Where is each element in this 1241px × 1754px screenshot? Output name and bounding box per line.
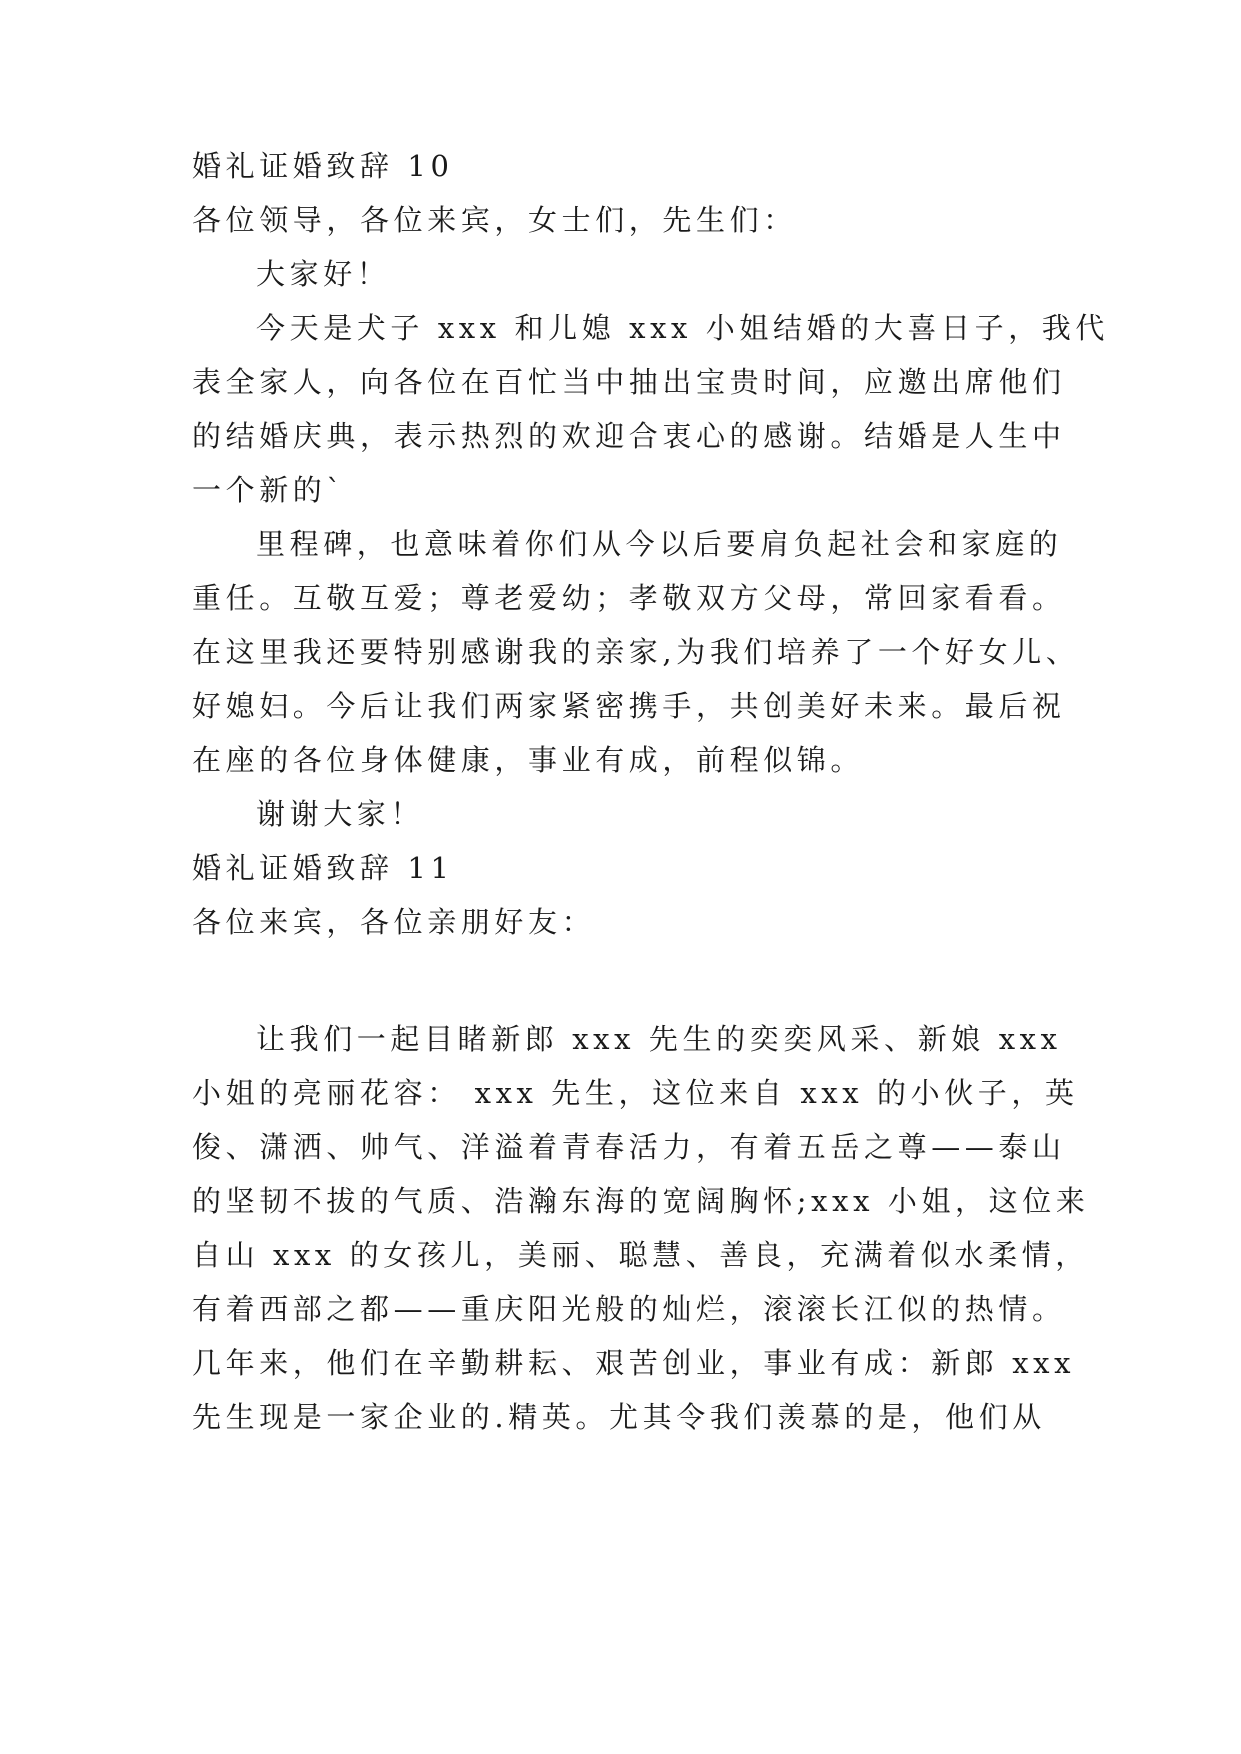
- paragraph-line: 在座的各位身体健康，事业有成，前程似锦。: [192, 743, 865, 777]
- paragraph-line: 表全家人，向各位在百忙当中抽出宝贵时间，应邀出席他们: [192, 365, 1066, 399]
- paragraph-line: 有着西部之都——重庆阳光般的灿烂，滚滚长江似的热情。: [192, 1292, 1066, 1326]
- closing: 谢谢大家！: [256, 797, 425, 831]
- paragraph-line: 好媳妇。今后让我们两家紧密携手，共创美好未来。最后祝: [192, 689, 1066, 723]
- greeting: 大家好！: [256, 257, 391, 291]
- paragraph-line: 里程碑，也意味着你们从今以后要肩负起社会和家庭的: [256, 527, 1063, 561]
- paragraph-line: 的结婚庆典，表示热烈的欢迎合衷心的感谢。结婚是人生中: [192, 419, 1066, 453]
- paragraph-line: 一个新的`: [192, 473, 346, 507]
- paragraph-line: 几年来，他们在辛勤耕耘、艰苦创业，事业有成：新郎 xxx: [192, 1346, 1076, 1380]
- paragraph-line: 先生现是一家企业的.精英。尤其令我们羡慕的是，他们从: [192, 1400, 1046, 1434]
- paragraph-line: 在这里我还要特别感谢我的亲家,为我们培养了一个好女儿、: [192, 635, 1080, 669]
- paragraph-line: 自山 xxx 的女孩儿，美丽、聪慧、善良，充满着似水柔情，: [192, 1238, 1089, 1272]
- paragraph-line: 今天是犬子 xxx 和儿媳 xxx 小姐结婚的大喜日子，我代: [256, 311, 1110, 345]
- section-heading: 婚礼证婚致辞 11: [192, 851, 454, 885]
- section-heading: 婚礼证婚致辞 10: [192, 149, 454, 183]
- salutation: 各位领导，各位来宾，女士们，先生们：: [192, 203, 797, 237]
- paragraph-line: 的坚韧不拔的气质、浩瀚东海的宽阔胸怀;xxx 小姐，这位来: [192, 1184, 1090, 1218]
- paragraph-line: 重任。互敬互爱；尊老爱幼；孝敬双方父母，常回家看看。: [192, 581, 1066, 615]
- paragraph-line: 让我们一起目睹新郎 xxx 先生的奕奕风采、新娘 xxx: [256, 1022, 1062, 1056]
- paragraph-line: 小姐的亮丽花容： xxx 先生，这位来自 xxx 的小伙子，英: [192, 1076, 1079, 1110]
- salutation: 各位来宾，各位亲朋好友：: [192, 905, 596, 939]
- paragraph-line: 俊、潇洒、帅气、洋溢着青春活力，有着五岳之尊——泰山: [192, 1130, 1066, 1164]
